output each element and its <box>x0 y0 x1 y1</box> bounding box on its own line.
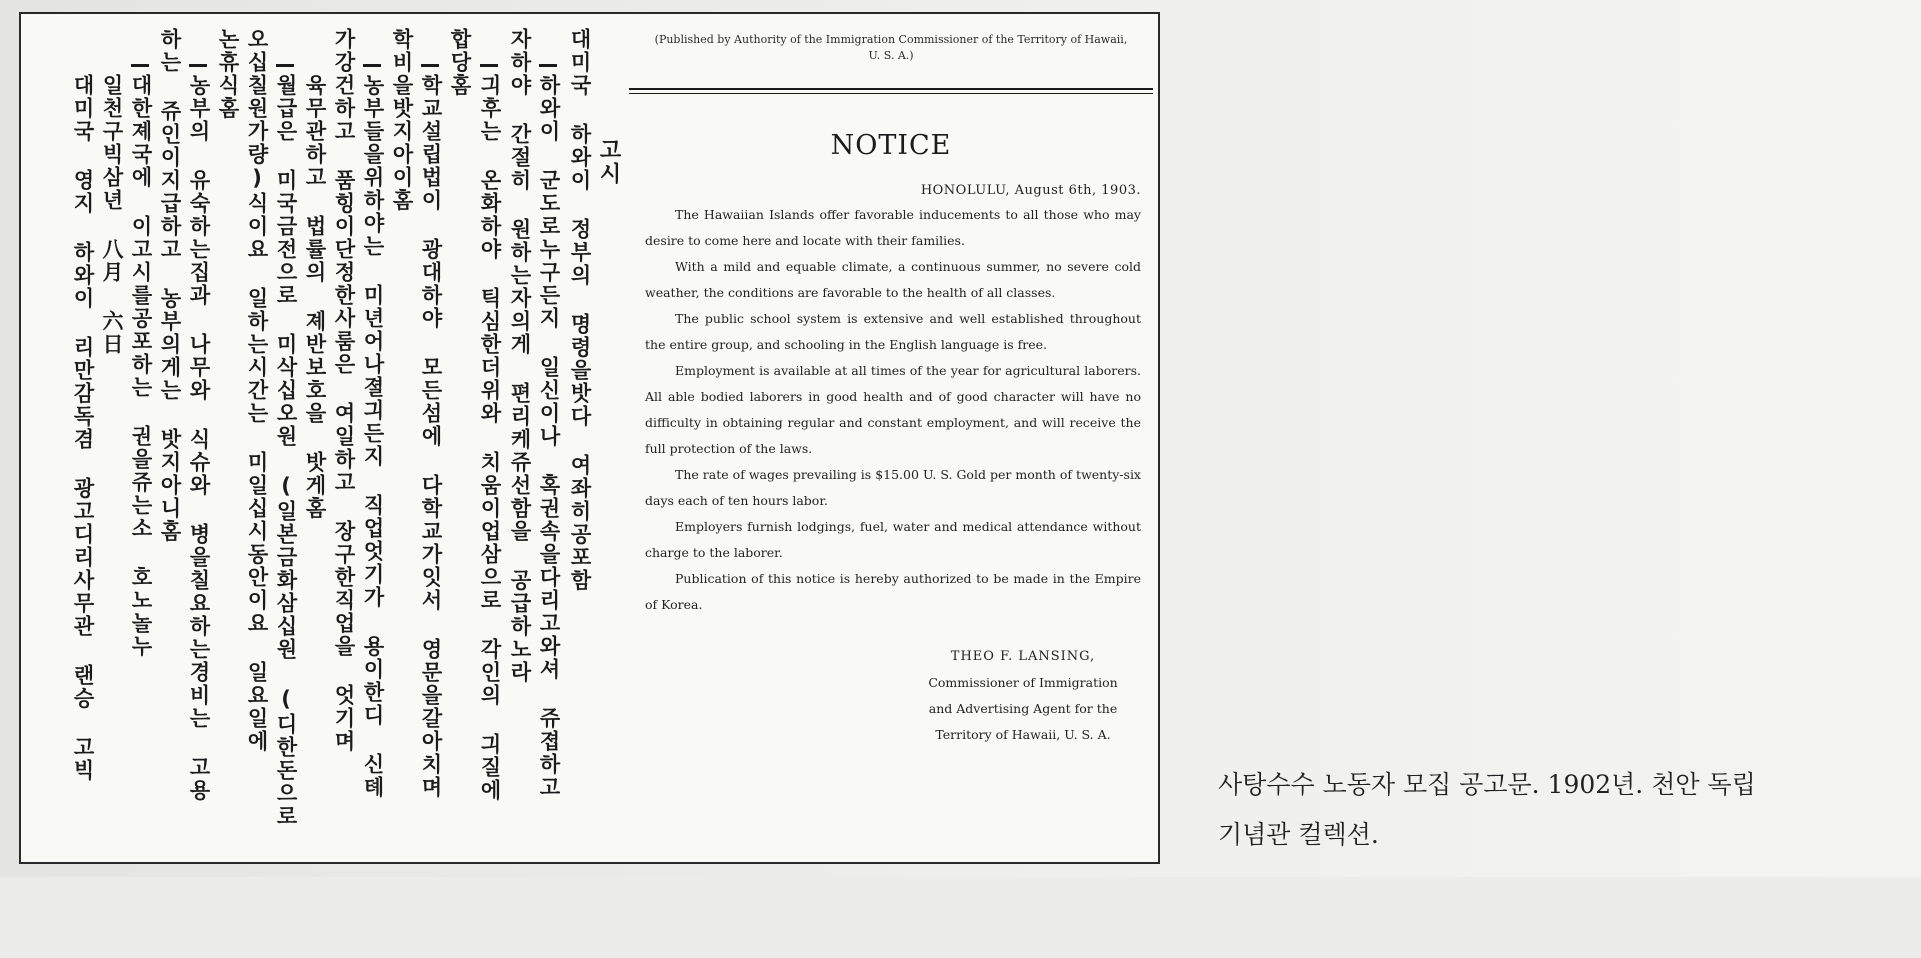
korean-column: 논휴식홈 <box>216 28 240 120</box>
list-dash <box>480 64 498 67</box>
korean-column: 농부들을위하야는 미년어나졀긔든지 직업엇기가 용이한디 신톄 <box>361 74 385 799</box>
publication-header: (Published by Authority of the Immigration Commissioner of the Territory of Hawaii, U. S. A.) <box>654 33 1128 62</box>
korean-column: 대한졔국에 이고시를공포하는 권을쥬는소 호노놀누 <box>129 74 153 658</box>
signature-block <box>893 644 1153 748</box>
signatory-title: and Advertising Agent for the <box>928 701 1118 716</box>
caption-line: 기념관 컬렉션. <box>1218 820 1379 849</box>
signatory-name: THEO F. LANSING, <box>950 649 1096 664</box>
signatory-title: Commissioner of Immigration <box>928 675 1118 690</box>
list-dash <box>189 64 207 67</box>
list-dash <box>276 64 294 67</box>
korean-column: 오십칠원가량)식이요 일하는시간는 미일십시동안이요 일요일에 <box>245 28 269 753</box>
notice-title: NOTICE <box>830 130 952 161</box>
korean-notice <box>29 28 621 848</box>
korean-column: 대미국 하와이 정부의 명령을밧다 여좌히공포함 <box>568 28 592 592</box>
notice-body <box>645 202 1141 618</box>
notice-paragraph: Publication of this notice is hereby authorized to be made in the Empire of Korea. <box>645 571 1141 612</box>
notice-document <box>19 12 1160 864</box>
caption-line: 사탕수수 노동자 모집 공고문. 1902년. 천안 독립 <box>1218 770 1756 799</box>
list-dash <box>131 64 149 67</box>
korean-column: 학교설립법이 광대하야 모든섬에 다학교가잇서 영문을갈아치며 <box>419 74 443 799</box>
korean-column: 하와이 군도로누구든지 일신이나 혹권속을다리고와셔 쥬졉하고 <box>537 74 561 799</box>
signatory-title: Territory of Hawaii, U. S. A. <box>935 727 1111 742</box>
korean-column: 긔후는 온화하야 틱심한더위와 치움이업삼으로 각인의 긔질에 <box>478 74 502 802</box>
notice-paragraph: Employers furnish lodgings, fuel, water and medical attendance without charge to the laborer. <box>645 519 1141 560</box>
korean-column: 일천구빅삼년 八月 六日 <box>100 74 124 356</box>
list-dash <box>363 64 381 67</box>
notice-paragraph: Employment is available at all times of the year for agricultural laborers. All able bodied laborers in good health and of good character will have no difficulty in obtaining regular and constant employment, and will receive the full protection of the laws. <box>645 363 1141 456</box>
notice-paragraph: With a mild and equable climate, a continuous summer, no severe cold weather, the conditions are favorable to the health of all classes. <box>645 259 1141 300</box>
korean-column: 하는 쥬인이지급하고 농부의게는 밧지아니홈 <box>158 28 182 543</box>
header-rule-thin <box>629 93 1153 94</box>
dateline: HONOLULU, August 6th, 1903. <box>920 183 1141 198</box>
korean-column: 가강건하고 품힝이단정한사룸은 여일하고 장구한직업을 엇기며 <box>332 28 356 753</box>
korean-column: 대미국 영지 하와이 리만감독겸 광고디리사무관 랜승 고빅 <box>71 74 95 782</box>
header-rule <box>629 88 1153 90</box>
korean-heading: 고시 <box>596 138 621 186</box>
list-dash <box>421 64 439 67</box>
notice-paragraph: The Hawaiian Islands offer favorable inducements to all those who may desire to come here and locate with their families. <box>645 207 1141 248</box>
korean-column: 합당홈 <box>448 28 472 97</box>
korean-column: 자하야 간절히 원하는자의게 편리케쥬선함을 공급하노라 <box>508 28 532 684</box>
korean-column: 농부의 유숙하는집과 나무와 식슈와 병을칠요하는경비는 고용 <box>187 74 211 802</box>
image-caption <box>1218 760 1918 860</box>
korean-column: 육무관하고 법률의 졔반보호을 밧게홈 <box>303 74 327 520</box>
english-notice <box>629 28 1153 848</box>
korean-column: 학비을밧지아이홈 <box>390 28 414 212</box>
korean-column: 월급은 미국금전으로 미삭십오원 (일본금화삼십원 (디한돈으로 <box>274 74 298 828</box>
notice-paragraph: The public school system is extensive and well established throughout the entire group, and schooling in the English language is free. <box>645 311 1141 352</box>
notice-paragraph: The rate of wages prevailing is $15.00 U. S. Gold per month of twenty-six days each of ten hours labor. <box>645 467 1141 508</box>
list-dash <box>539 64 557 67</box>
